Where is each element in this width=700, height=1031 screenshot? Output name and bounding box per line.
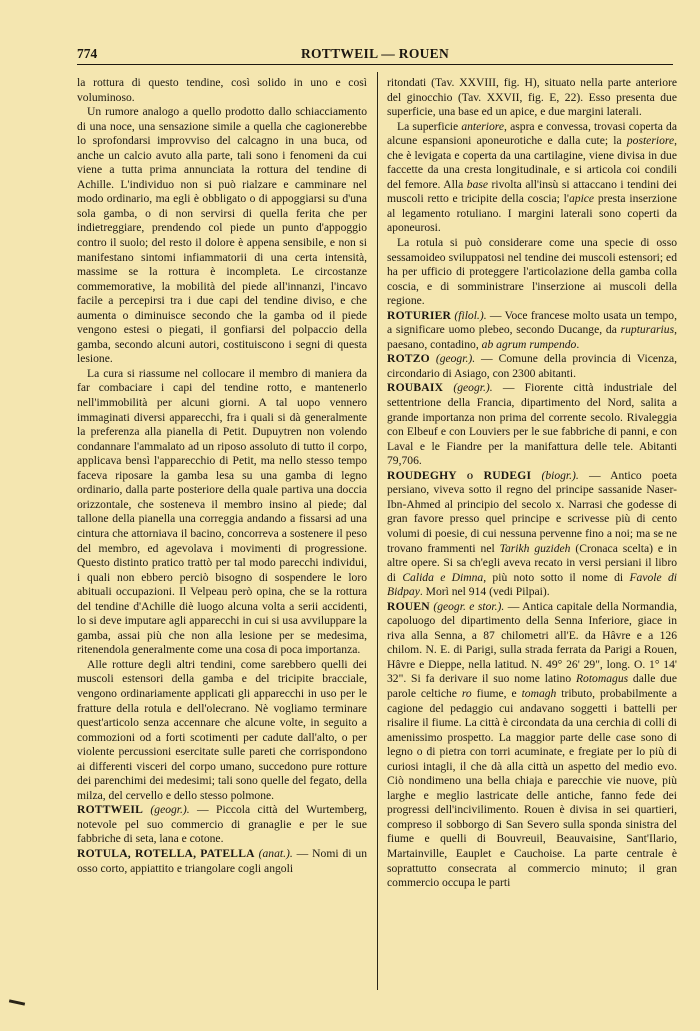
- entry-roubaix: [387, 381, 677, 468]
- paragraph: Alle rotture degli altri tendini, come sarebbero quelli dei muscoli estensori della gamba e del tricipite bracciale, vengono ordinariamente applicati gli apparecchi in uso per le fratture della rotula e dell'olecrano. Nè vogliamo terminare quest'articolo senza accennare che alcune volte, in seguito a commozioni od a forti scotimenti per cadute dall'alto, o per violente percussioni esercitate sulle pareti che corrispondono ai differenti visceri del corpo umano, succedono pure rotture dei parenchimi dei medesimi; tali sono quelle del fegato, della milza, del cervello e dello stesso polmone.: [77, 657, 367, 802]
- paragraph: La superficie anteriore, aspra e convessa, trovasi coperta da alcune espansioni aponeurotiche e dalla cute; la posteriore, che è levigata e coperta da una cartilagine, viene divisa in due faccette da una cresta longitudinale, e si articola coi condili del femore. Alla base rivolta all'insù si attaccano i tendini dei muscoli retto e tricipite della coscia; l'apice presta inserzione al legamento rotuliano. I margini laterali sono coperti da aponeurosi.: [387, 119, 677, 235]
- entry-rottweil: [77, 803, 367, 847]
- entry-roturier: ROTURIER (filol.). — Voce francese molto usata un tempo, a significare uomo plebeo, secondo Ducange, da rupturarius, paesano, contadino, ab agrum rumpendo.: [387, 308, 677, 351]
- left-column: [77, 76, 367, 986]
- header-rule: [77, 64, 673, 65]
- entry-headword: ROTULA, ROTELLA, PATELLA: [77, 846, 255, 860]
- entry-text: — Comune della provincia di Vicenza, circondario di Asiago, con 2300 abitanti.: [387, 352, 677, 380]
- column-divider: [377, 72, 378, 990]
- entry-headword: ROTURIER: [387, 308, 452, 322]
- entry-rotula: [77, 847, 367, 876]
- paragraph: La rotula si può considerare come una specie di osso sessamoideo sviluppatosi nel tendine dei muscoli estensori; ed ha per ufficio di proteggere l'articolazione della gamba colla coscia, e di somministrare l'inserzione ai muscoli della regione.: [387, 236, 677, 308]
- paragraph: Un rumore analogo a quello prodotto dallo schiacciamento di una noce, una sensazione simile a quella che cagionerebbe lo sprofondarsi improvviso del calcagno in una buca, od anche un calcio avuto alla parte, tali sono i fenomeni da cui viene a tutta prima annunciata la rottura del tendine di Achille. L'individuo non si può rialzare e camminare nel modo ordinario, ma egli è obbligato o di appoggiarsi su d'una sola gamba, o di non servirsi di quella ferita che per indietreggiare, prendendo col piede un punto d'appoggio contro il suolo; del resto il dolore è appena sensibile, e non si manifestano sintomi infiammatorii di una certa intensità, massime se la rottura è incompleta. Le circostanze commemorative, la mobilità del piede all'innanzi, l'incavo facile a percepirsi tra i due capi del tendine diviso, e che aumenta o diminuisce secondo che la gamba od il piede vengono estesi o piegati, il gonfiarsi del polpaccio della gamba, secondo alcuni autori, costituiscono i segni di questa lesione.: [77, 105, 367, 366]
- entry-class: (filol.).: [454, 308, 487, 322]
- entry-headword: ROTTWEIL: [77, 803, 144, 817]
- entry-class: (geogr.).: [150, 803, 190, 817]
- running-title: ROTTWEIL — ROUEN: [300, 46, 450, 61]
- entry-class: (geogr.).: [435, 352, 476, 366]
- entry-rotzo: [387, 352, 677, 381]
- entry-headword: ROUDEGHY o RUDEGI: [387, 468, 532, 482]
- entry-rouen: ROUEN (geogr. e stor.). — Antica capitale della Normandia, capoluogo del dipartimento della Senna Inferiore, giace in riva alla Senna, a 87 chilometri all'E. da Hâvre e a 126 chilom. N. E. di Parigi, sulla strada ferrata da Parigi a Rouen, Hâvre e Dieppe, nella latitud. N. 49° 26' 29", long. O. 1° 14' 32". Si fa derivare il suo nome latino Rotomagus dalle due parole celtiche ro fiume, e tomagh tributo, probabilmente a cagione del pedaggio cui andavano soggetti i battelli per risalire il fiume. La città è circondata da una cerchia di colli di amenissimo prospetto. La maggior parte delle case sono di legno o di pietra con torri acuminate, e fregiate per lo più di curiosi intagli, il che dà alla città un aspetto del medio evo. Ciò nondimeno una bella chiaja e parecchie vie nuove, più larghe e meglio lastricate delle antiche, fanno fede dei progressi dell'incivilimento. Rouen è divisa in sei quartieri, compreso il sobborgo di San Severo sulla sponda sinistra del fiume e quelli di Bouvreuil, Beauvaisine, Sant'Ilario, Martainville, Eauplet e Cauchoise. La parte centrale è soprattutto consecrata al commercio minuto; il gran commercio occupa le parti: [387, 599, 677, 890]
- entry-class: (anat.).: [258, 846, 293, 860]
- entry-text: — Piccola città del Wurtemberg, notevole pel suo commercio di granaglie e per le sue fabbriche di seta, lana e cotone.: [77, 803, 367, 846]
- entry-headword: ROUBAIX: [387, 381, 444, 395]
- entry-class: (biogr.).: [541, 468, 579, 482]
- right-column: [387, 76, 677, 986]
- entry-class: (geogr.).: [453, 381, 493, 395]
- entry-text: — Nomi di un osso corto, appiattito e triangolare cogli angoli: [77, 846, 367, 875]
- paragraph: La cura si riassume nel collocare il membro di maniera da far combaciare i capi del tendine rotto, e mantenerlo nell'immobilità per alcuni giorni. A tal uopo vennero immaginati diversi apparecchi, fra i quali si dà generalmente la preferenza alla pianella di Petit. Dupuytren non volendo condannare l'ammalato ad un riposo assoluto di tutto il corpo, applicava bensì l'apparecchio di Petit, ma nello stesso tempo faceva riposare la gamba lesa su una gamba di legno ordinario, dalla parte posteriore della quale partiva una doccia orizzontale, che sosteneva il membro insino al piede; dal tallone della pianella una correggia andando a fissarsi ad una cintura che attorniava il bacino, concorreva a sostenere il peso del membro, ed agevolava i movimenti di progressione. Questo distinto pratico trattò per tal modo parecchi individui, i quali non ebbero perciò bisogno di sospendere le loro abituali occupazioni. Il Velpeau però opina, che se la rottura del tendine d'Achille diè luogo alcuna volta a serii accidenti, lo si deve imputare agli apparecchi in cui si usa avviluppare la gamba, assai più che non alla lesione per se medesima, ritenendola generalmente come una cosa di poca importanza.: [77, 366, 367, 657]
- entry-headword: ROTZO: [387, 352, 430, 366]
- entry-text: — Fiorente città industriale del settentrione della Francia, dipartimento del Nord, salita a grande importanza non prima del corrente secolo. Rivaleggia con Elbeuf e con Louviers per le sue fabbriche di panni, e con Laval e le Fiandre per la manifattura delle tele. Abitanti 79,706.: [387, 381, 677, 468]
- page-number: 774: [77, 46, 98, 61]
- entry-roudeghy: ROUDEGHY o RUDEGI (biogr.). — Antico poeta persiano, viveva sotto il regno del principe sassanide Naser-Ibn-Ahmed al principio del secolo x. Narrasi che godesse di gran favore presso quel principe e scrivesse più di cento volumi di poesie, di cui nessuna pervenne fino a noi; ma se ne trovano frammenti nel Tarikh guzideh (Cronaca scelta) e in altre opere. Si sa ch'egli aveva recato in versi persiani il libro di Calida e Dimna, più noto sotto il nome di Favole di Bidpay. Morì nel 914 (vedi Pilpai).: [387, 468, 677, 599]
- entry-class: (geogr. e stor.).: [433, 599, 505, 613]
- ink-mark: [9, 999, 25, 1005]
- paragraph: ritondati (Tav. XXVIII, fig. H), situato nella parte anteriore del ginocchio (Tav. XXVII, fig. E, 22). Esso presenta due superficie, una base ed un apice, e due margini laterali.: [387, 76, 677, 119]
- paragraph: la rottura di questo tendine, così solido in uno e così voluminoso.: [77, 76, 367, 104]
- entry-headword: ROUEN: [387, 599, 430, 613]
- page-header: [77, 42, 673, 62]
